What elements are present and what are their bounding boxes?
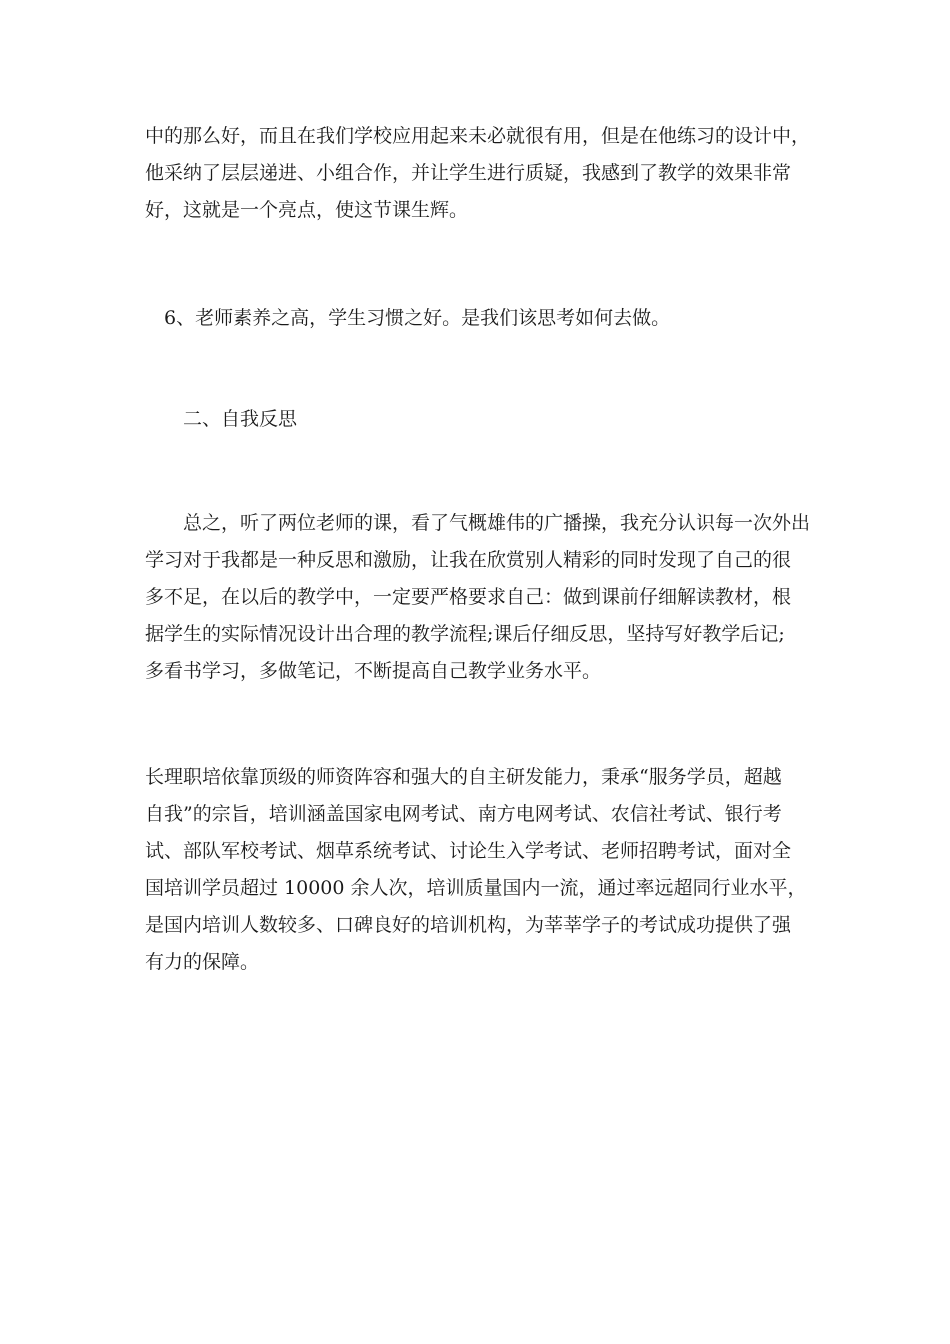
text-line: 国培训学员超过 10000 余人次，培训质量国内一流，通过率远超同行业水平， bbox=[145, 877, 807, 899]
text-line: 多不足，在以后的教学中，一定要严格要求自己：做到课前仔细解读教材，根 bbox=[145, 586, 792, 608]
text-line: 是国内培训人数较多、口碑良好的培训机构，为莘莘学子的考试成功提供了强 bbox=[145, 914, 792, 936]
text-line: 总之，听了两位老师的课，看了气概雄伟的广播操，我充分认识每一次外出 bbox=[145, 512, 811, 534]
text-line: 长理职培依靠顶级的师资阵容和强大的自主研发能力，秉承“服务学员，超越 bbox=[145, 766, 782, 788]
paragraph-conclusion bbox=[145, 505, 810, 690]
text-line: 自我”的宗旨，培训涵盖国家电网考试、南方电网考试、农信社考试、银行考 bbox=[145, 803, 782, 825]
section-heading-self-reflection bbox=[145, 401, 810, 438]
paragraph-lesson-design bbox=[145, 118, 810, 229]
paragraph-training-ad bbox=[145, 759, 810, 981]
text-line: 中的那么好，而且在我们学校应用起来未必就很有用，但是在他练习的设计中， bbox=[145, 125, 811, 147]
text-line: 他采纳了层层递进、小组合作，并让学生进行质疑，我感到了教学的效果非常 bbox=[145, 162, 792, 184]
text-line: 试、部队军校考试、烟草系统考试、讨论生入学考试、老师招聘考试，面对全 bbox=[145, 840, 792, 862]
paragraph-point-6 bbox=[145, 300, 810, 337]
text-line: 6、老师素养之高，学生习惯之好。是我们该思考如何去做。 bbox=[145, 307, 671, 329]
text-line: 多看书学习，多做笔记，不断提高自己教学业务水平。 bbox=[145, 660, 602, 682]
text-line: 学习对于我都是一种反思和激励，让我在欣赏别人精彩的同时发现了自己的很 bbox=[145, 549, 792, 571]
heading-text: 二、自我反思 bbox=[145, 408, 298, 430]
text-line: 据学生的实际情况设计出合理的教学流程;课后仔细反思，坚持写好教学后记; bbox=[145, 623, 785, 645]
text-line: 好，这就是一个亮点，使这节课生辉。 bbox=[145, 199, 469, 221]
text-line: 有力的保障。 bbox=[145, 951, 260, 973]
